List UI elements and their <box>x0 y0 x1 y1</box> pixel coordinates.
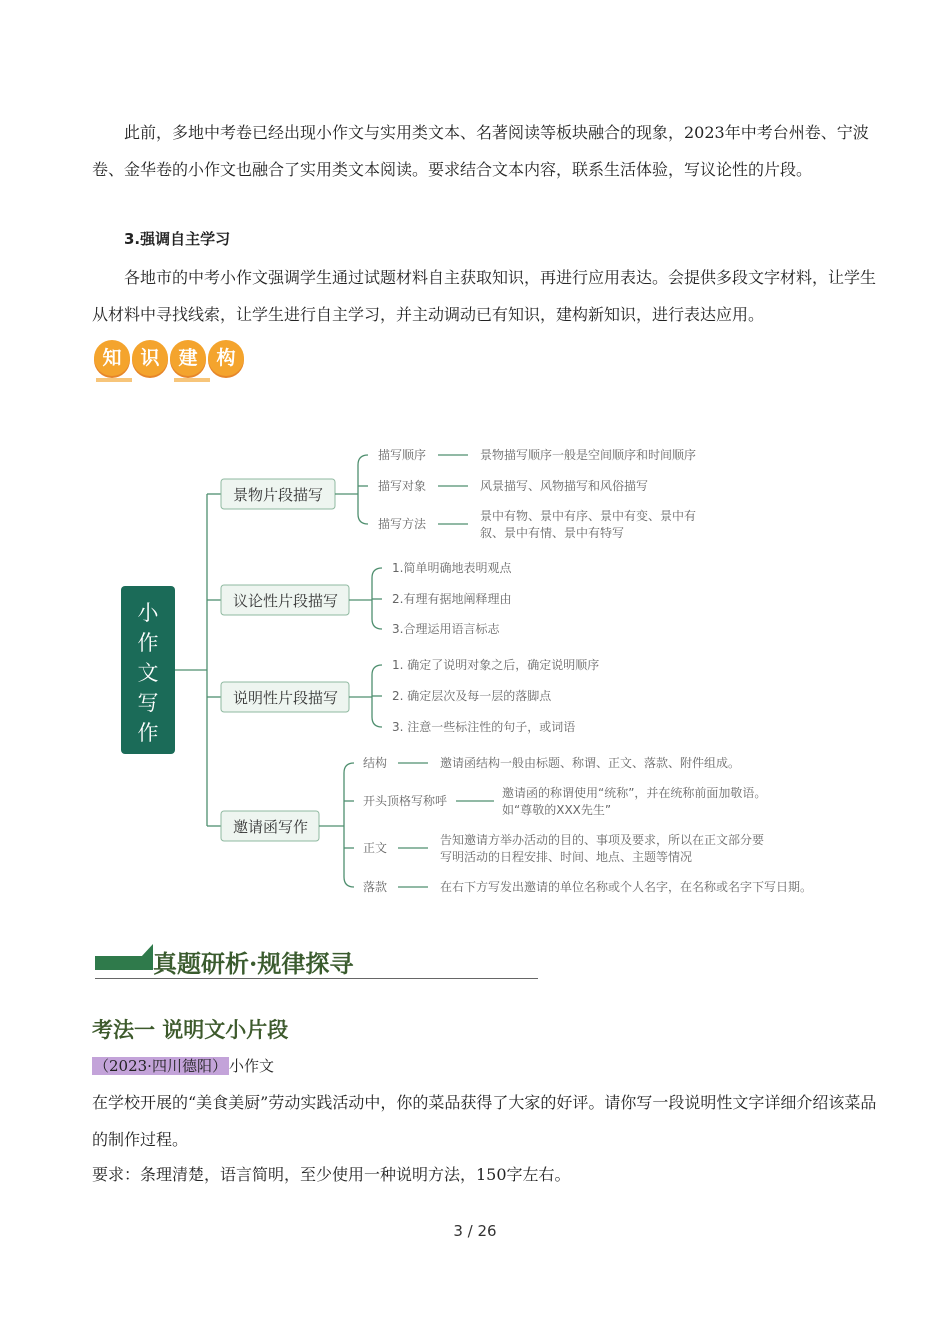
item-key: 描写对象 <box>378 479 427 493</box>
item-value: 1. 确定了说明对象之后，确定说明顺序 <box>392 658 600 672</box>
item-key: 开头顶格写称呼 <box>363 794 448 808</box>
section-header <box>95 944 540 980</box>
item-value: 叙、景中有情、景中有特写 <box>480 526 625 540</box>
mind-map <box>0 430 950 900</box>
root-char: 写 <box>137 691 159 715</box>
root-char: 作 <box>137 721 159 745</box>
source-tag: （2023·四川德阳） <box>94 1057 227 1075</box>
item-value: 2.有理有据地阐释理由 <box>392 592 512 606</box>
branch-label: 议论性片段描写 <box>233 592 339 610</box>
item-key: 描写顺序 <box>378 448 427 462</box>
badge-char: 建 <box>170 340 206 376</box>
knowledge-badge <box>92 338 247 388</box>
item-value: 1.简单明确地表明观点 <box>392 561 512 575</box>
item-key: 结构 <box>363 756 388 770</box>
item-value: 告知邀请方举办活动的目的、事项及要求，所以在正文部分要 <box>440 833 765 847</box>
bracket <box>358 455 368 524</box>
item-value: 邀请函结构一般由标题、称谓、正文、落款、附件组成。 <box>440 756 741 770</box>
item-value: 在右下方写发出邀请的单位名称或个人名字，在名称或名字下写日期。 <box>440 880 813 894</box>
intro-paragraph-1: 此前，多地中考卷已经出现小作文与实用类文本、名著阅读等板块融合的现象，2023年中考台州卷、宁波卷、金华卷的小作文也融合了实用类文本阅读。要求结合文本内容，联系生活体验，写议论性的片段。 <box>92 123 869 179</box>
question-source <box>92 1055 274 1077</box>
question-body: 在学校开展的“美食美厨”劳动实践活动中，你的菜品获得了大家的好评。请你写一段说明性文字详细介绍该菜品的制作过程。 <box>92 1093 877 1149</box>
bracket <box>344 763 354 887</box>
badge-char: 知 <box>94 340 130 376</box>
badge-char: 识 <box>132 340 168 376</box>
question-requirement: 要求：条理清楚，语言简明，至少使用一种说明方法，150字左右。 <box>92 1165 571 1184</box>
method-title: 考法一 说明文小片段 <box>92 1018 289 1042</box>
page-number: 3 / 26 <box>453 1222 497 1240</box>
branch-label: 邀请函写作 <box>233 818 309 836</box>
intro-paragraph-2: 各地市的中考小作文强调学生通过试题材料自主获取知识，再进行应用表达。会提供多段文字材料，让学生从材料中寻找线索，让学生进行自主学习，并主动调动已有知识，建构新知识，进行表达应用。 <box>92 268 877 324</box>
root-char: 文 <box>137 661 159 685</box>
subheading: 3.强调自主学习 <box>124 230 231 248</box>
source-rest: 小作文 <box>228 1057 274 1075</box>
item-value: 写明活动的日程安排、时间、地点、主题等情况 <box>440 850 693 864</box>
item-value: 3.合理运用语言标志 <box>392 622 500 636</box>
item-value: 景物描写顺序一般是空间顺序和时间顺序 <box>480 448 697 462</box>
root-char: 作 <box>137 631 159 655</box>
item-key: 落款 <box>363 880 388 894</box>
item-value: 风景描写、风物描写和风俗描写 <box>480 479 649 493</box>
item-value: 景中有物、景中有序、景中有变、景中有 <box>480 509 697 523</box>
item-key: 正文 <box>363 841 388 855</box>
badge-char: 构 <box>208 340 244 376</box>
item-value: 邀请函的称谓使用“统称”，并在统称前面加敬语。 <box>502 786 767 800</box>
item-key: 描写方法 <box>378 517 427 531</box>
section-title: 真题研析·规律探寻 <box>153 949 354 978</box>
branch-label: 说明性片段描写 <box>233 689 339 707</box>
root-char: 小 <box>137 601 159 625</box>
branch-label: 景物片段描写 <box>233 486 324 504</box>
item-value: 如“尊敬的XXX先生” <box>502 803 612 817</box>
item-value: 3. 注意一些标注性的句子，或词语 <box>392 720 576 734</box>
item-value: 2. 确定层次及每一层的落脚点 <box>392 689 552 703</box>
